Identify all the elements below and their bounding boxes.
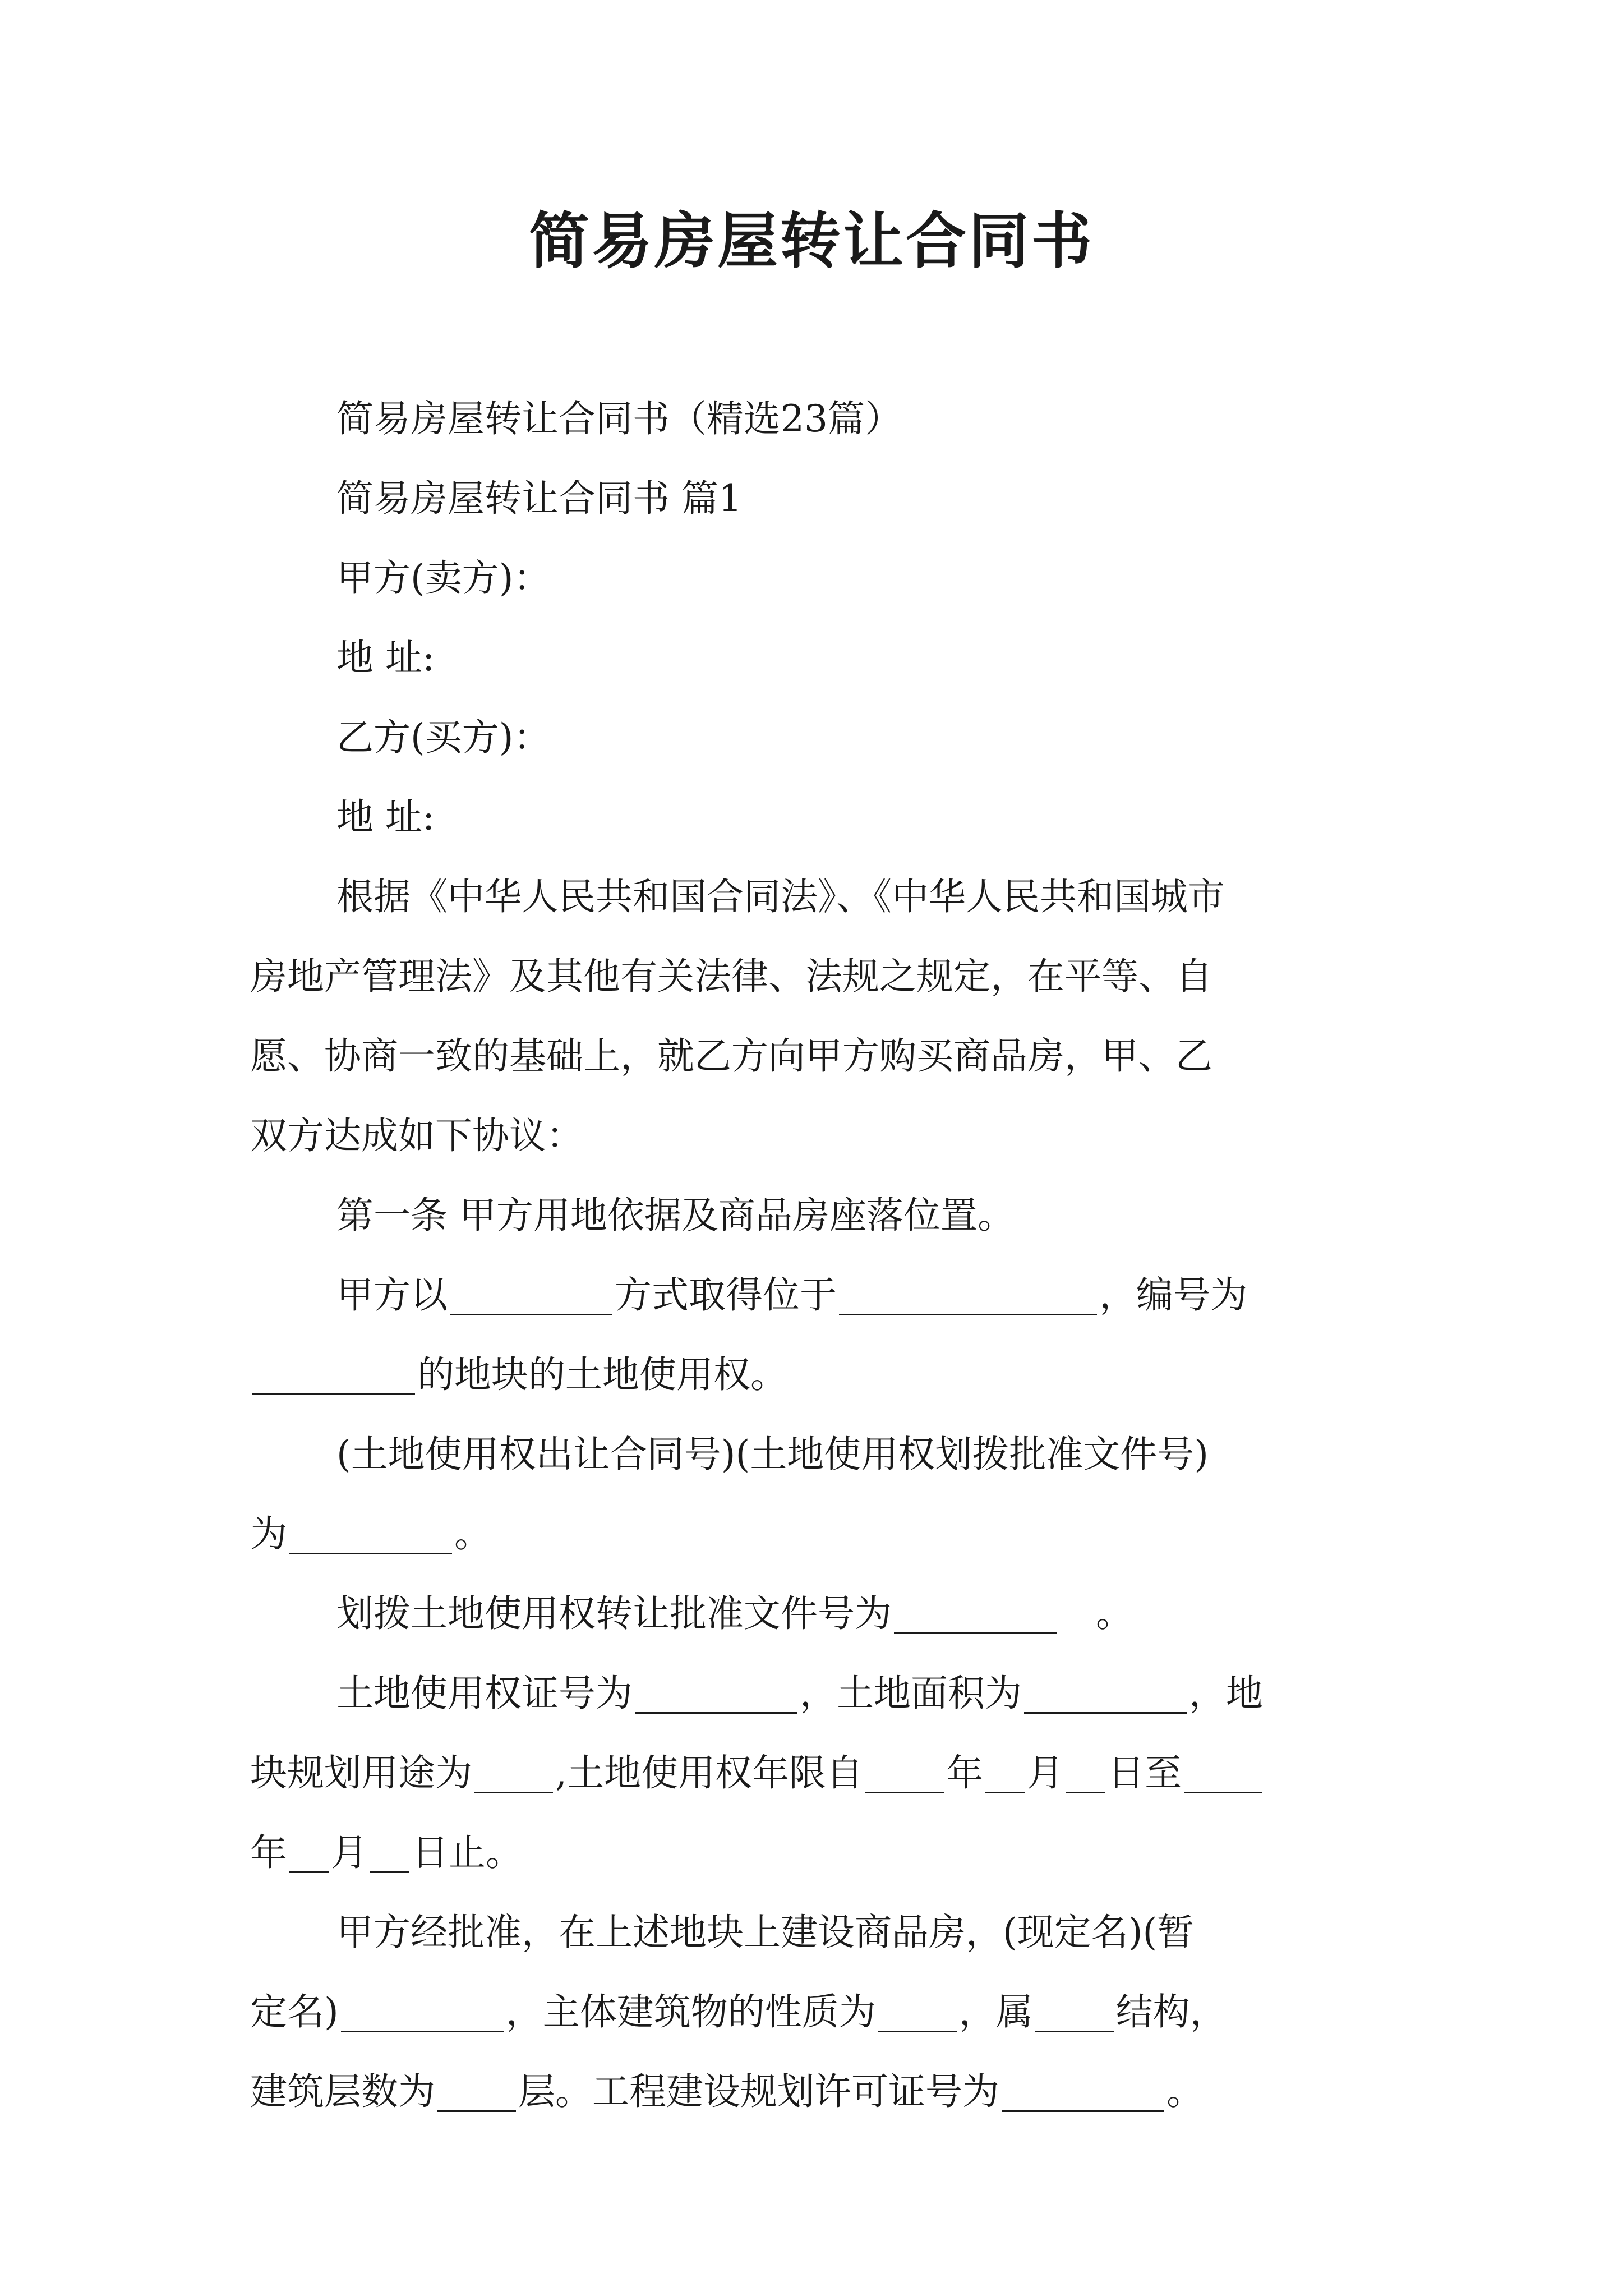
text-segment: ，编号为 (1099, 1273, 1247, 1317)
document-title: 简易房屋转让合同书 (528, 206, 1094, 277)
article-1-para-1-line-2 (250, 1335, 1377, 1415)
text-segment: 为 (250, 1512, 287, 1556)
intro-line-3: 愿、协商一致的基础上，就乙方向甲方购买商品房，甲、乙 (250, 1034, 1212, 1078)
text-segment: 。 (1096, 1592, 1133, 1635)
article-1-para-4-line-1 (250, 1654, 1377, 1733)
blank-field (1035, 1994, 1114, 2032)
text-segment: 建筑层数为 (250, 2070, 435, 2113)
article-1-para-2-line-2 (250, 1494, 1377, 1574)
article-1-heading: 第一条 甲方用地依据及商品房座落位置。 (336, 1194, 1015, 1237)
blank-field (474, 1755, 553, 1793)
text-segment: 年 (946, 1751, 983, 1795)
blank-field (289, 1834, 329, 1873)
section-heading: 简易房屋转让合同书 篇1 (336, 477, 742, 520)
blank-field (252, 1356, 415, 1395)
intro-line-2: 房地产管理法》及其他有关法律、法规之规定，在平等、自 (250, 955, 1212, 998)
blank-field (894, 1595, 1057, 1634)
text-segment: 日止。 (412, 1831, 523, 1874)
text-segment: ，地 (1189, 1672, 1263, 1715)
text-segment: 土地使用权证号为 (336, 1672, 633, 1715)
article-1-para-4-line-2 (250, 1733, 1377, 1813)
text-segment: 的地块的土地使用权。 (417, 1353, 787, 1396)
blank-field (635, 1675, 797, 1714)
party-a-label: 甲方(卖方)： (336, 556, 551, 600)
document-body (250, 379, 1377, 2132)
text-segment: ,土地使用权年限自 (555, 1751, 863, 1795)
text-segment: 。 (454, 1512, 491, 1556)
text-segment: 月 (1026, 1751, 1064, 1795)
text-segment: 方式取得位于 (615, 1273, 837, 1317)
text-segment: 层。工程建设规划许可证号为 (518, 2070, 999, 2113)
text-segment: 块规划用途为 (250, 1751, 472, 1795)
intro-line-4: 双方达成如下协议： (250, 1114, 583, 1157)
party-b-label: 乙方(买方)： (336, 716, 551, 759)
blank-field (878, 1994, 957, 2032)
text-segment: 年 (250, 1831, 287, 1874)
blank-field (1066, 1755, 1105, 1793)
party-b-address-label: 地 址: (336, 795, 435, 839)
blank-field (450, 1277, 612, 1315)
text-segment: ，主体建筑物的性质为 (505, 1990, 876, 2033)
blank-field (289, 1516, 452, 1554)
text-segment: 月 (331, 1831, 368, 1874)
article-1-para-1-line-1 (250, 1255, 1377, 1335)
blank-field (839, 1277, 1097, 1315)
blank-field (1184, 1755, 1262, 1793)
text-segment: 。 (1166, 2070, 1204, 2113)
article-1-para-5-line-3 (250, 2052, 1377, 2132)
intro-line-1: 根据《中华人民共和国合同法》、《中华人民共和国城市 (336, 875, 1225, 918)
text-segment: ，属 (958, 1990, 1033, 2033)
text-segment: 日至 (1107, 1751, 1182, 1795)
text-segment: 甲方以 (336, 1273, 448, 1317)
article-1-para-5-line-1: 甲方经批准，在上述地块上建设商品房，(现定名)(暂 (336, 1911, 1195, 1954)
article-1-para-4-line-3 (250, 1813, 1377, 1893)
party-a-address-label: 地 址: (336, 636, 435, 679)
text-segment: ，土地面积为 (800, 1672, 1022, 1715)
blank-field (865, 1755, 944, 1793)
text-segment: 结构， (1115, 1990, 1227, 2033)
blank-field (370, 1834, 409, 1873)
subtitle: 简易房屋转让合同书（精选23篇） (336, 397, 902, 440)
blank-field (985, 1755, 1025, 1793)
text-segment: 划拨土地使用权转让批准文件号为 (336, 1592, 892, 1635)
text-segment: 定名) (250, 1990, 339, 2033)
blank-field (1002, 2073, 1164, 2112)
blank-field (437, 2073, 516, 2112)
article-1-para-3 (250, 1574, 1377, 1654)
blank-field (1024, 1675, 1187, 1714)
article-1-para-5-line-2 (250, 1972, 1377, 2052)
article-1-para-2-line-1: (土地使用权出让合同号)(土地使用权划拨批准文件号) (336, 1433, 1209, 1476)
blank-field (341, 1994, 504, 2032)
